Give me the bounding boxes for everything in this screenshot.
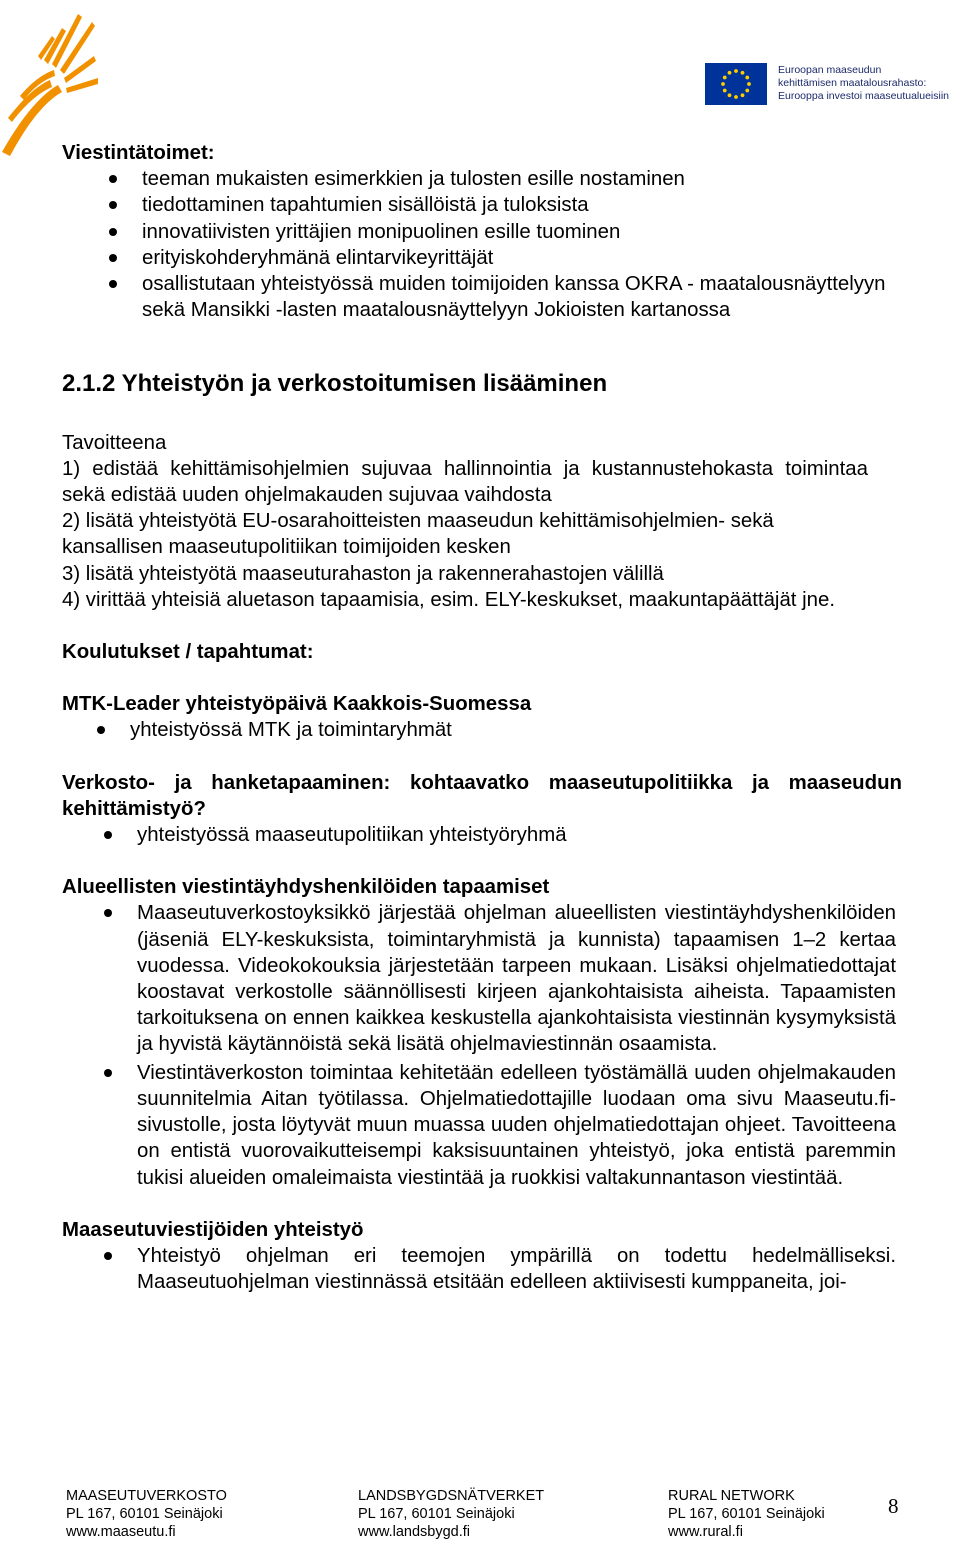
footer-org-name: RURAL NETWORK [668,1488,795,1504]
network-event-title: Verkosto- ja hanketapaaminen: kohtaavatko maaseutupolitiikka ja maaseudun kehittämistyö? [62,771,902,820]
footer-website-link[interactable]: www.maaseutu.fi [66,1523,176,1540]
eu-flag-icon [705,63,767,105]
viestintatoimet-heading: Viestintätoimet: [62,142,215,164]
eu-star [728,71,732,75]
list-item: tiedottaminen tapahtumien sisällöistä ja tuloksista [62,192,902,218]
eu-star [723,89,727,93]
eu-star [734,95,738,99]
eu-star [734,69,738,73]
footer-column-landsbygdsnatverket [358,1488,544,1541]
footer-website-link[interactable]: www.rural.fi [668,1523,743,1540]
maaseutuverkosto-logo [0,0,100,160]
goal-item: 1) edistää kehittämisohjelmien sujuvaa hallinnointia ja kustannustehokasta toimintaa sekä edistää uuden ohjelmakauden sujuvaa vaihdosta [62,457,868,507]
eu-star [745,76,749,80]
goals-label: Tavoitteena [62,431,167,454]
footer-address: PL 167, 60101 Seinäjoki [66,1505,223,1522]
eu-star [741,71,745,75]
footer-column-maaseutuverkosto [66,1488,227,1541]
journalists-list [62,1243,902,1295]
viestintatoimet-list [62,166,902,323]
footer-address: PL 167, 60101 Seinäjoki [358,1505,515,1522]
page-number: 8 [888,1494,899,1518]
journalists-title: Maaseutuviestijöiden yhteistyö [62,1218,364,1241]
regional-event-list [62,900,902,1190]
goal-item: 4) virittää yhteisiä aluetason tapaamisia, esim. ELY-keskukset, maakuntapäättäjät jne. [62,588,835,611]
eu-star [747,82,751,86]
mtk-event-list [62,717,902,743]
list-item: Maaseutuverkostoyksikkö järjestää ohjelman alueellisten viestintäyhdyshenkilöiden (jäseniä ELY-keskuksista, toimintaryhmistä ja kunnista) tapaamisen 1–2 kertaa vuodessa. Videokokouksia järjestetään tarpeen mukaan. Lisäksi ohjelmatiedottajat koostavat verkostolle säännöllisesti kirjeen ajankohtaisista aiheista. Tapaamisten tarkoituksena on ennen kaikkea keskustella ajankohtaisista viestinnän kysymyksistä ja hyvistä käytännöistä sekä lisätä ohjelmaviestinnän osaamista. [62,900,902,1057]
eu-fund-caption [778,64,949,103]
list-item: innovatiivisten yrittäjien monipuolinen esille tuominen [62,219,902,245]
section-title: 2.1.2 Yhteistyön ja verkostoitumisen lisääminen [62,370,608,398]
eu-star [728,93,732,97]
list-item: Viestintäverkoston toimintaa kehitetään edelleen työstämällä uuden ohjelmakauden suunnitelmia Aitan työtilassa. Ohjelmatiedottajille luodaan oma sivu Maaseutu.fi-sivustolle, josta löytyvät muun muassa uuden ohjelmatiedottajan ohjeet. Tavoitteena on entistä vuorovaikutteisempi kaksisuuntainen yhteistyö, joka entistä paremmin tukisi alueiden omaleimaista viestintää ja ruokkisi valtakunnantason viestintää. [62,1060,902,1191]
list-item: yhteistyössä maaseutupolitiikan yhteistyöryhmä [62,822,902,848]
footer-org-name: LANDSBYGDSNÄTVERKET [358,1488,545,1504]
eu-caption-line: Euroopan maaseudun [778,64,882,76]
footer-website-link[interactable]: www.landsbygd.fi [358,1523,471,1540]
page-content [62,140,902,1295]
eu-caption-line: kehittämisen maatalousrahasto: [778,77,927,89]
eu-caption-line: Eurooppa investoi maaseutualueisiin [778,90,950,102]
eu-star [723,76,727,80]
regional-event-title: Alueellisten viestintäyhdyshenkilöiden tapaamiset [62,876,550,899]
goal-item: 3) lisätä yhteistyötä maaseuturahaston ja rakennerahastojen välillä [62,562,664,585]
network-event-list [62,822,902,848]
eu-star [745,89,749,93]
events-heading: Koulutukset / tapahtumat: [62,641,314,664]
goal-item: 2) lisätä yhteistyötä EU-osarahoitteisten maaseudun kehittämisohjelmien- sekä kansallisen maaseutupolitiikan toimijoiden kesken [62,510,774,559]
list-item: yhteistyössä MTK ja toimintaryhmät [62,717,902,743]
footer-org-name: MAASEUTUVERKOSTO [66,1488,227,1504]
footer-column-rural-network [668,1488,825,1541]
list-item: erityiskohderyhmänä elintarvikeyrittäjät [62,245,902,271]
list-item: Yhteistyö ohjelman eri teemojen ympärillä on todettu hedelmälliseksi. Maaseutuohjelman viestinnässä etsitään edelleen aktiivisesti kumppaneita, joi- [62,1243,902,1295]
list-item: teeman mukaisten esimerkkien ja tulosten esille nostaminen [62,166,902,192]
footer-address: PL 167, 60101 Seinäjoki [668,1505,825,1522]
mtk-event-title: MTK-Leader yhteistyöpäivä Kaakkois-Suomessa [62,693,532,716]
list-item: osallistutaan yhteistyössä muiden toimijoiden kanssa OKRA - maatalousnäyttelyyn sekä Mansikki -lasten maatalousnäyttelyyn Jokioisten kartanossa [62,271,902,323]
eu-star [741,93,745,97]
eu-star [721,82,725,86]
